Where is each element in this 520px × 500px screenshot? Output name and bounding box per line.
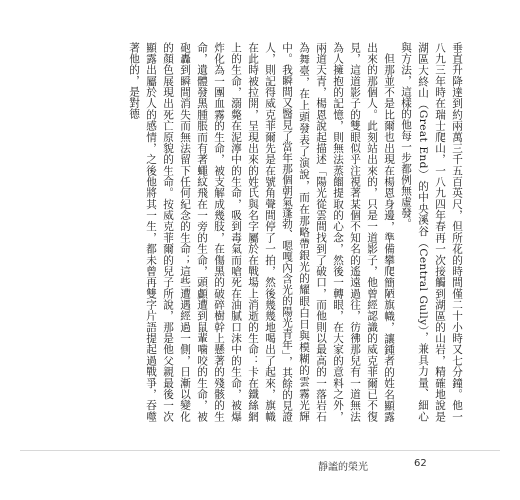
- footer-divider: [20, 450, 500, 451]
- running-head: 靜謐的榮光: [318, 462, 368, 473]
- paragraph: 但那並不是比爾也出現在楊恩身邊，準備攀爬簡陋旗幟，讓鍾者的姓名顯露出來的那個人。此刻站出來的，只是一道影子，他曾經認識的威克菲爾已不復見，這道影子的雙眼似乎注視著某個不知名的遙遠過往，彷彿那兒有一道無法為人擁抱的記憶，則無法蒸餾提取的心念，然後一轉眼，在大家的意料之外，兩道天青，楊恩說起描述「陽光從雲間找到了破口，而他則以最高的一落岩石為舞臺，在上頭發表了演說，而在那略帶銀光的耀眼白日與模糊的雲霧光輝中。我瞬間又醫見了當年那個朝氣蓬勃、嗯嘎內含光的陽光青年」，其餘的見證人，則記得威克菲爾先是在號角聲間停了一拍，然後幾幾地喝出了起來，旗幟在此時被拉開，呈現出來的姓氏與名字屬於在戰場上消逝的生命：卡在鐵絲網上的生命，溺斃在泥濘中的生命，吸到毒氣而嗆死在油膩口沫中的生命，被爆炸化為一團血霧的生命，被支解成幾肢，在傷黑的破碎樹幹上懸著的殘骸的生命，遺體發黑腫脹而有著蠅紋飛在一旁的生命，頭顱遭到鼠輩噛咬的生命，被砲轟到瞬間消失而無法留下任何紀念的生命；這些遭遇經過一側，日漸以變化的顏色展現出死亡原貌的生命。按威克菲爾的兒子所說，那是他父親最後一次顯露出屬於人的感情，之後他將其一生，都未曾再雙字片語提起過戰爭，吞噬著他的，是對德: [128, 42, 395, 422]
- page-number: 62: [414, 458, 427, 469]
- body-text: [125, 42, 465, 422]
- paragraph: 垂直升降達到約兩萬三千五百英尺，但所花的時間僅二十小時又七分鐘。他一八九三年時在瑞士爬山，一八九四年春再一次接觸到湖區的山岩，精確地說是湖區大終山（Great End）的中央溪谷（Central Gully），兼具力量、細心與方法，這樣的他每一步都例無虛發。: [400, 42, 463, 422]
